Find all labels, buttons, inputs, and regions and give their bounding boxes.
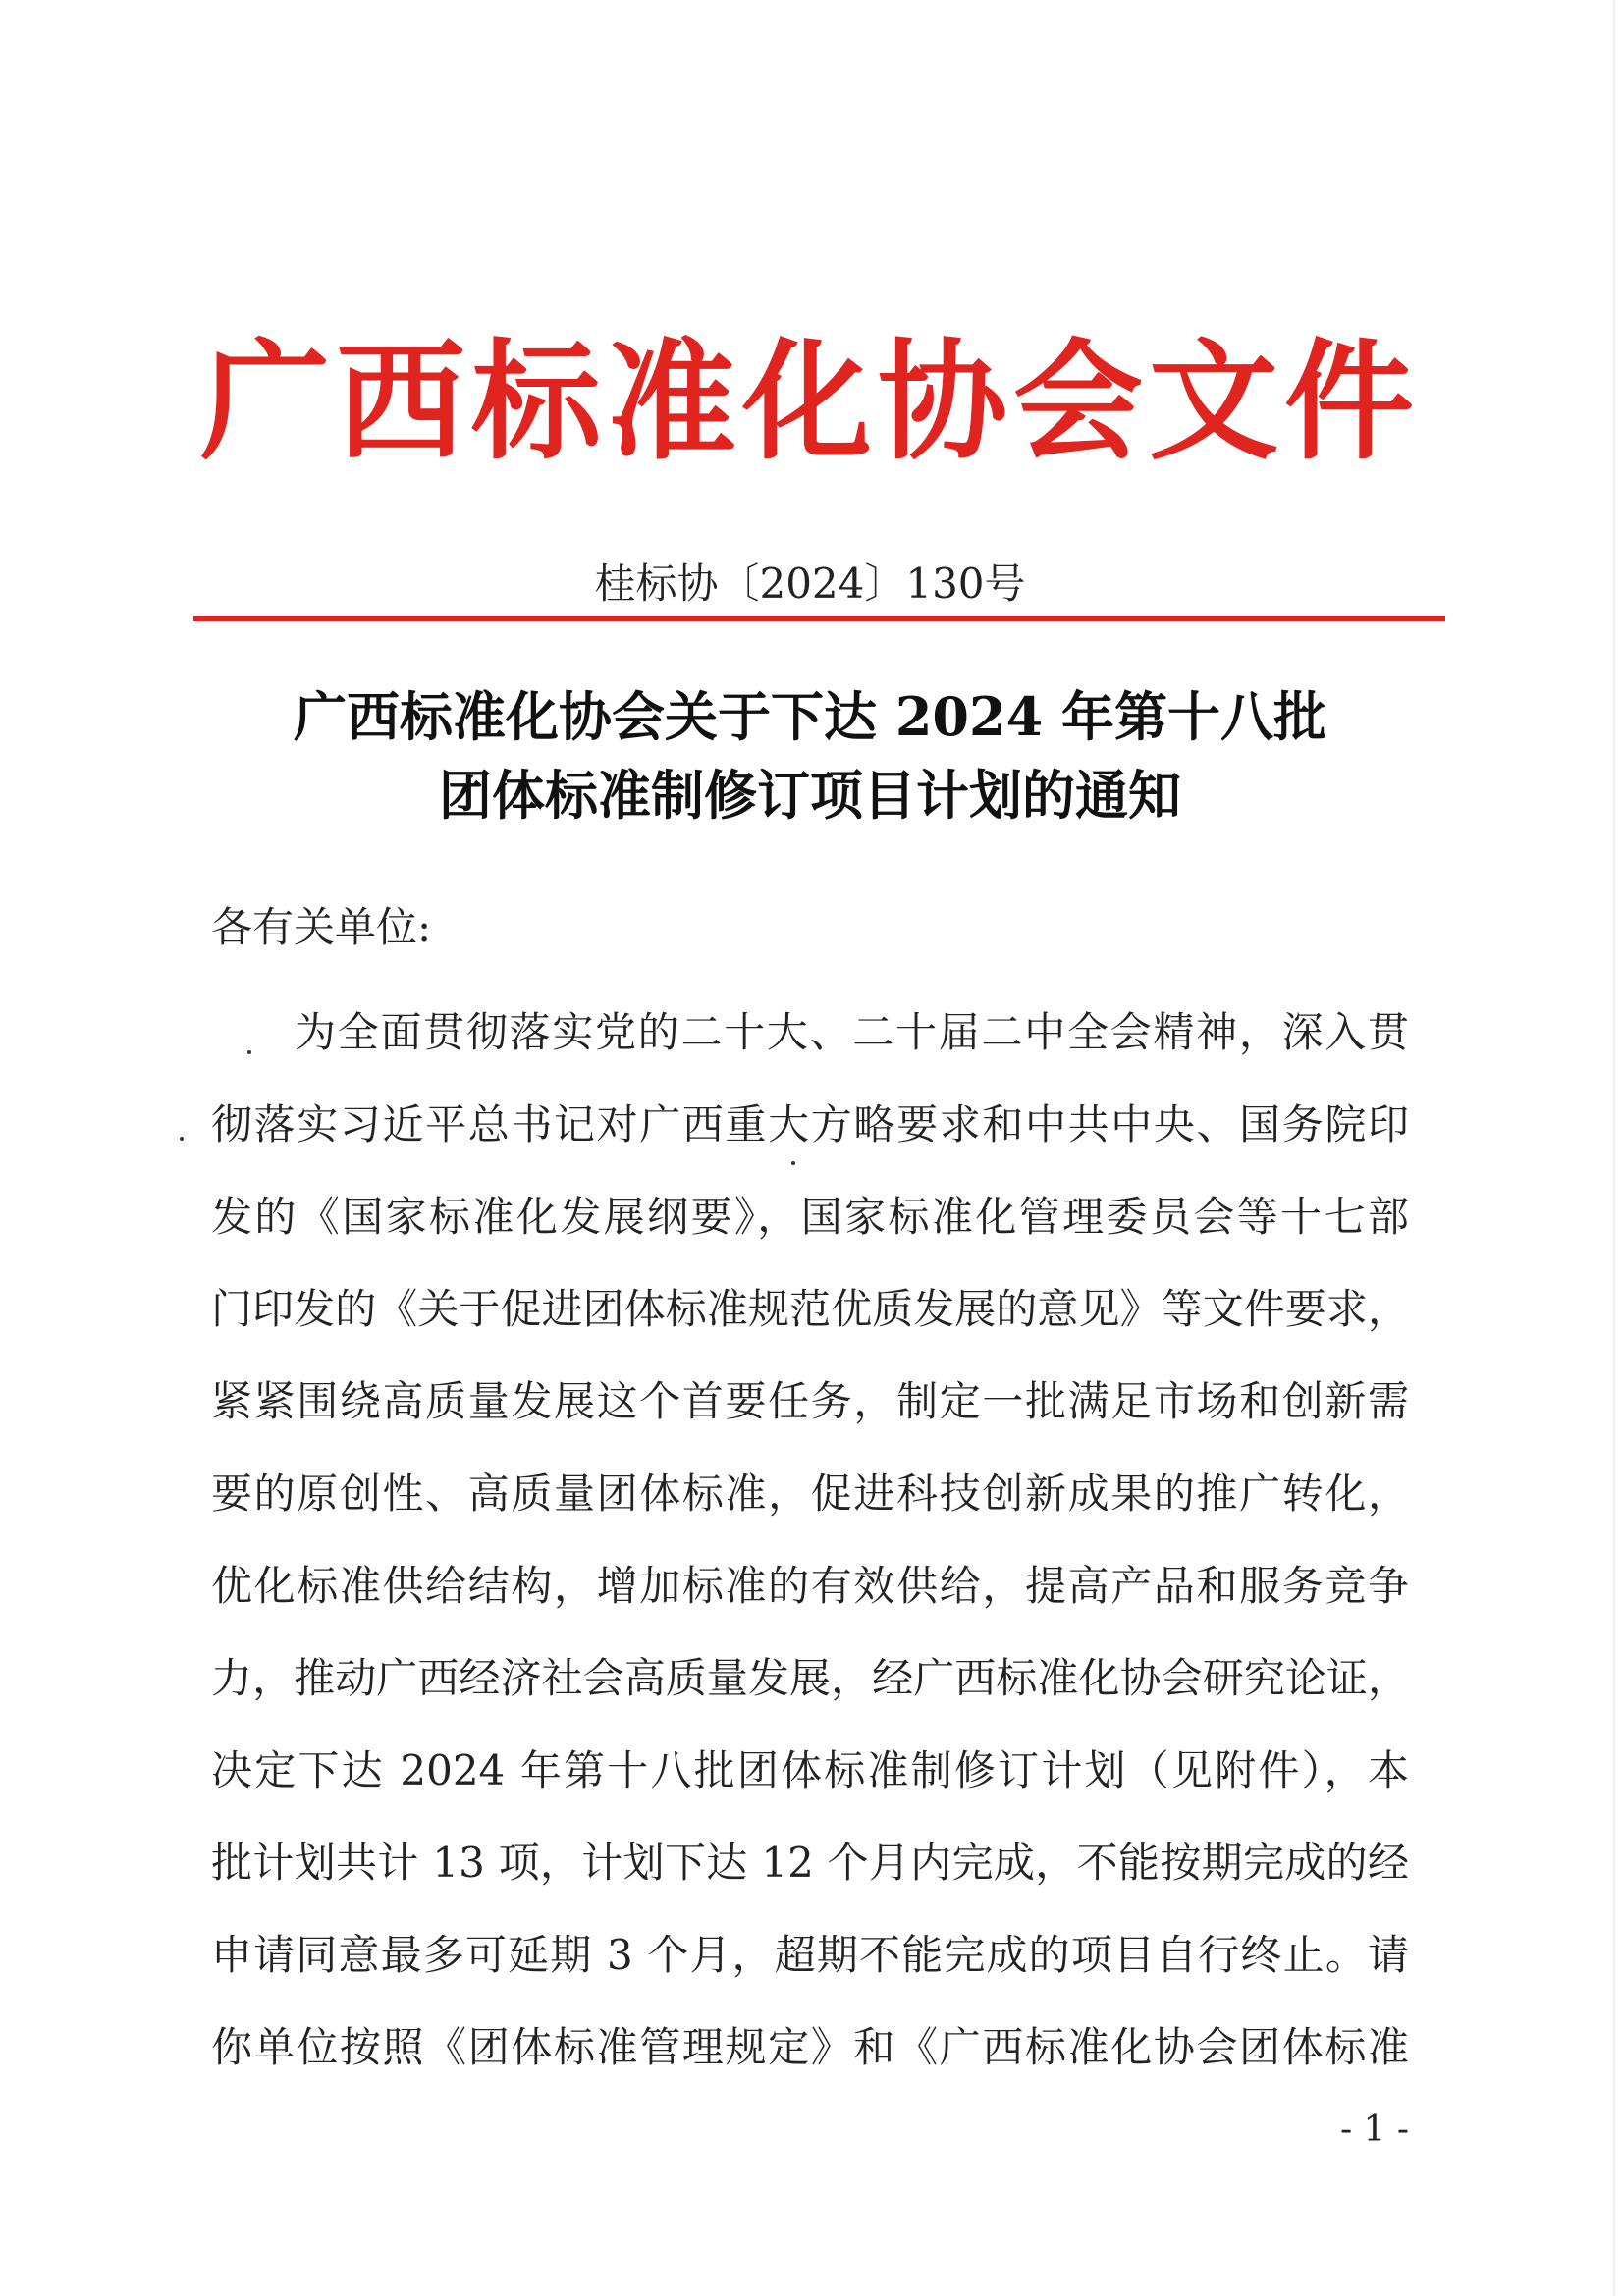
title-line-1: 广西标准化协会关于下达 2024 年第十八批: [294, 685, 1326, 748]
body-line-5: 紧紧围绕高质量发展这个首要任务，制定一批满足市场和创新需: [211, 1377, 1409, 1425]
body-line-9: 决定下达 2024 年第十八批团体标准制修订计划（见附件），本: [211, 1746, 1409, 1794]
red-divider-rule: [193, 616, 1445, 621]
body-line-10: 批计划共计 13 项，计划下达 12 个月内完成，不能按期完成的经: [211, 1839, 1409, 1887]
page-number: - 1 -: [1339, 2109, 1410, 2150]
body-line-7: 优化标准供给结构，增加标准的有效供给，提高产品和服务竞争: [211, 1562, 1409, 1610]
scan-speck: [180, 1137, 184, 1141]
document-number: 桂标协〔2024〕130号: [594, 560, 1026, 608]
document-masthead: 广西标准化协会文件: [200, 326, 1420, 478]
body-line-2: 彻落实习近平总书记对广西重大方略要求和中共中央、国务院印: [211, 1100, 1409, 1148]
body-line-12: 你单位按照《团体标准管理规定》和《广西标准化协会团体标准: [211, 2023, 1409, 2071]
body-line-6: 要的原创性、高质量团体标准，促进科技创新成果的推广转化，: [211, 1469, 1409, 1518]
body-line-4: 门印发的《关于促进团体标准规范优质发展的意见》等文件要求，: [211, 1285, 1409, 1333]
title-line-2: 团体标准制修订项目计划的通知: [439, 764, 1181, 827]
page-edge-shadow: [1613, 0, 1615, 2296]
salutation: 各有关单位:: [211, 903, 432, 951]
document-title: [167, 677, 1453, 834]
scan-speck: [247, 1050, 251, 1054]
body-line-11: 申请同意最多可延期 3 个月，超期不能完成的项目自行终止。请: [211, 1931, 1409, 1979]
body-line-3: 发的《国家标准化发展纲要》，国家标准化管理委员会等十七部: [211, 1193, 1409, 1241]
body-line-8: 力，推动广西经济社会高质量发展，经广西标准化协会研究论证，: [211, 1654, 1409, 1702]
body-line-1: 为全面贯彻落实党的二十大、二十届二中全会精神，深入贯: [295, 1008, 1409, 1056]
scan-speck: [791, 1161, 795, 1165]
